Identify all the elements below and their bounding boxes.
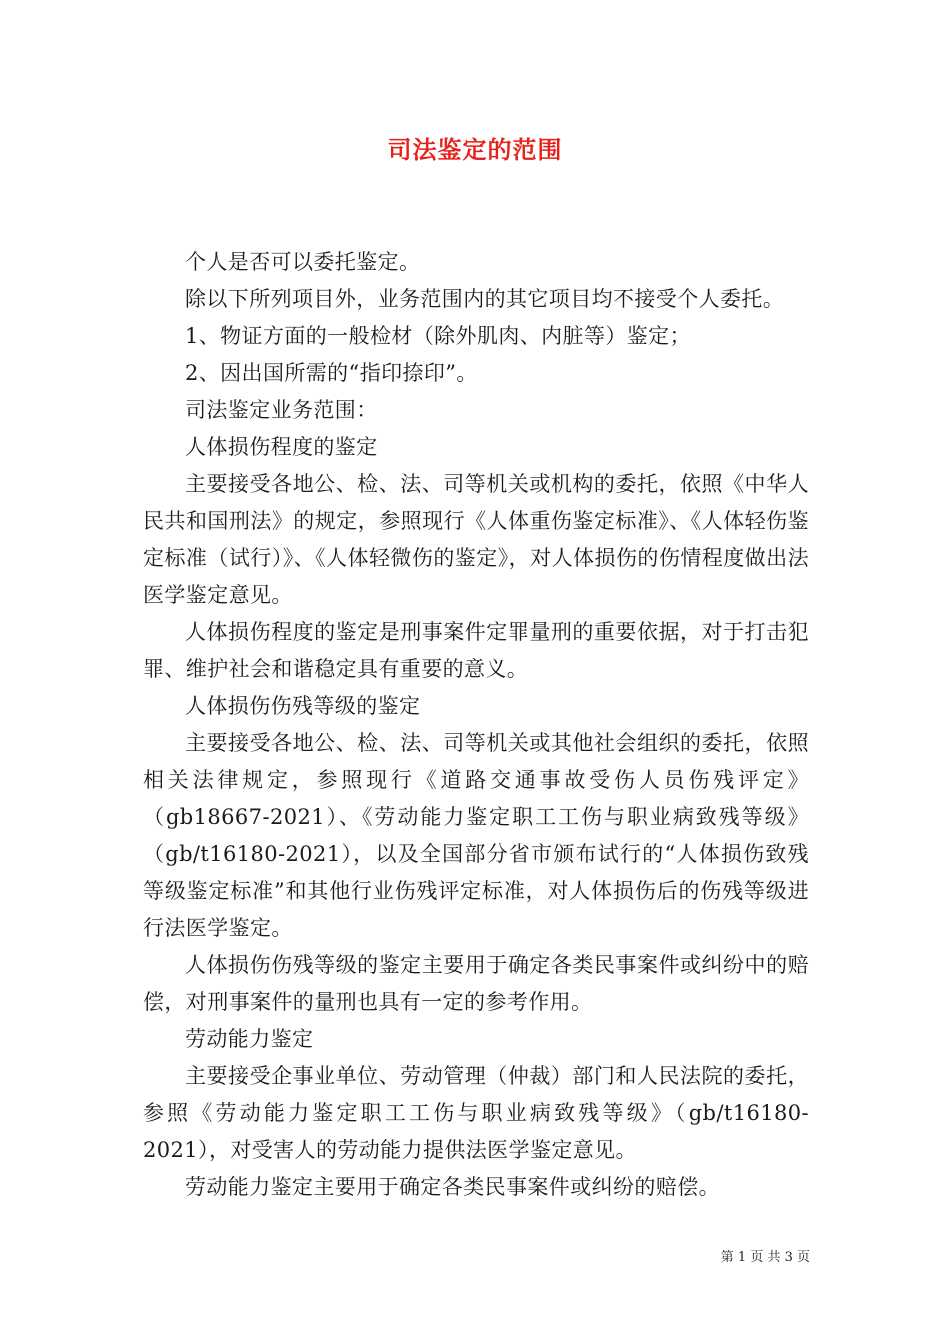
section-heading: 劳动能力鉴定 (185, 1027, 314, 1051)
paragraph: 2、因出国所需的“指印捺印”。 (185, 361, 478, 385)
paragraph: 除以下所列项目外，业务范围内的其它项目均不接受个人委托。 (185, 287, 785, 311)
paragraph: 劳动能力鉴定主要用于确定各类民事案件或纠纷的赔偿。 (185, 1175, 720, 1199)
paragraph: 主要接受各地公、检、法、司等机关或其他社会组织的委托，依照相关法律规定，参照现行《道路交通事故受伤人员伤残评定》（gb18667-2021）、《劳动能力鉴定职工工伤与职业病致残等级》（gb/t16180-2021），以及全国部分省市颁布试行的“人体损伤致残等级鉴定标准”和其他行业伤残评定标准，对人体损伤后的伤残等级进行法医学鉴定。 (143, 731, 809, 940)
paragraph: 个人是否可以委托鉴定。 (185, 250, 421, 274)
section-heading: 人体损伤程度的鉴定 (185, 435, 378, 459)
paragraph: 司法鉴定业务范围： (185, 398, 378, 422)
paragraph: 主要接受企事业单位、劳动管理（仲裁）部门和人民法院的委托，参照《劳动能力鉴定职工工伤与职业病致残等级》（gb/t16180-2021），对受害人的劳动能力提供法医学鉴定意见。 (143, 1064, 809, 1162)
paragraph: 1、物证方面的一般检材（除外肌肉、内脏等）鉴定； (185, 324, 691, 348)
paragraph: 人体损伤伤残等级的鉴定主要用于确定各类民事案件或纠纷中的赔偿，对刑事案件的量刑也具有一定的参考作用。 (143, 953, 809, 1014)
section-heading: 人体损伤伤残等级的鉴定 (185, 694, 421, 718)
paragraph: 主要接受各地公、检、法、司等机关或机构的委托，依照《中华人民共和国刑法》的规定，参照现行《人体重伤鉴定标准》、《人体轻伤鉴定标准（试行）》、《人体轻微伤的鉴定》，对人体损伤的伤情程度做出法医学鉴定意见。 (143, 472, 809, 607)
page-number: 第 1 页 共 3 页 (720, 1250, 810, 1265)
document-title: 司法鉴定的范围 (387, 135, 563, 164)
paragraph: 人体损伤程度的鉴定是刑事案件定罪量刑的重要依据，对于打击犯罪、维护社会和谐稳定具有重要的意义。 (143, 620, 809, 681)
document-body (143, 244, 809, 1206)
